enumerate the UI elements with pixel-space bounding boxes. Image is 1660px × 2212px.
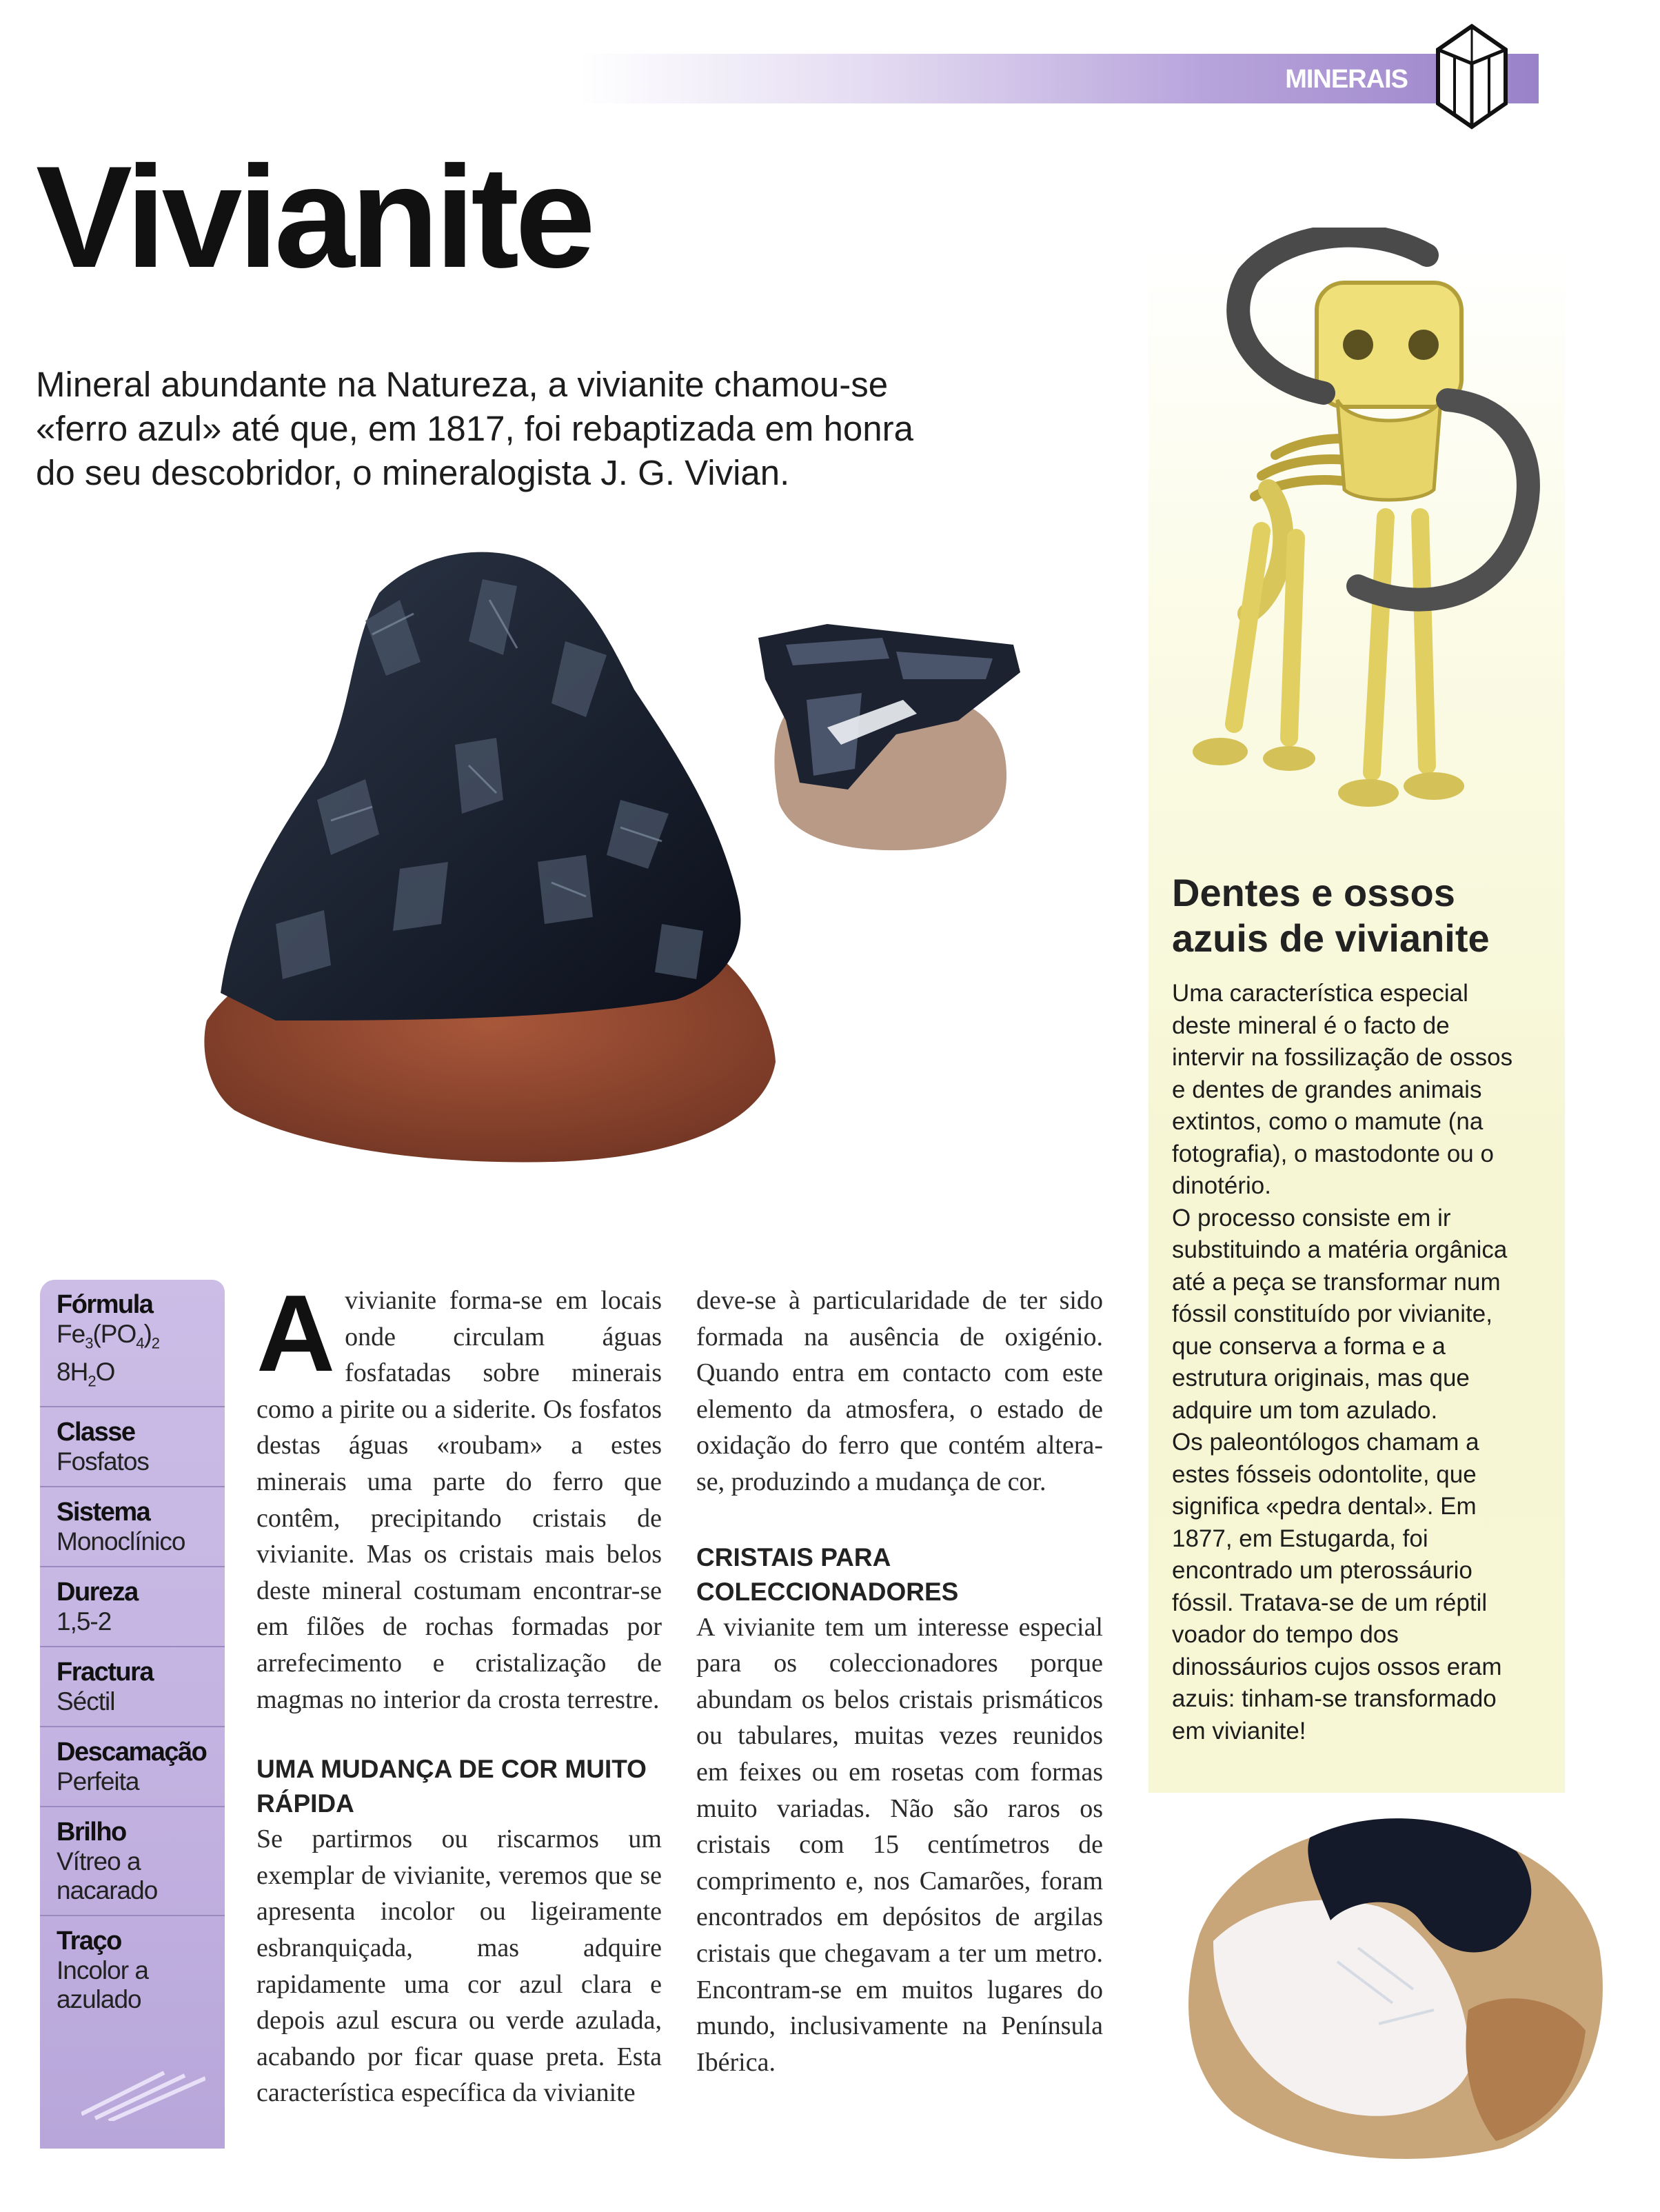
property-name: Traço [57,1926,121,1955]
section-label: MINERAIS [1285,65,1408,94]
article-paragraph-4: A vivianite tem um interesse especial para os coleccionadores porque abundam os belos cristais prismáticos ou tabulares, muitas vezes reunidos em feixes ou em rosetas com formas muito variadas. Não são raros os cristais com 15 centímetros de comprimento e, nos Camarões, foram encontrados em depósitos de argilas cristais que chegavam a ter um metro. Encontram-se em muitos lugares do mundo, inclusivamente na Península Ibérica. [696,1612,1103,2077]
feature-box-paragraph-2: O processo consiste em ir substituindo a matéria orgânica até a peça se transformar num fóssil constituído por vivianite, que conserva a forma e a estrutura originais, mas que adquire um tom azulado. [1172,1204,1508,1424]
property-sistema [40,1487,225,1567]
drop-cap: A [256,1273,336,1394]
property-descamacao [40,1727,225,1807]
feature-box-paragraph-3: Os paleontólogos chamam a estes fósseis odontolite, que significa «pedra dental». Em 1877, em Estugarda, foi encontrado um pterossáurio fóssil. Tratava-se de um réptil voador do tempo dos dinossáurios cujos ossos eram azuis: tinham-se transformado em vivianite! [1172,1429,1502,1745]
property-name: Dureza [57,1577,138,1607]
property-name: Classe [57,1417,135,1447]
property-fractura [40,1647,225,1727]
property-brilho [40,1807,225,1916]
article-paragraph-2: Se partirmos ou riscarmos um exemplar de vivianite, veremos que se apresenta incolor ou ligeiramente esbranquiçada, mas adquire rapidamente uma cor azul clara e depois azul escura ou verde azulada, acabando por ficar quase preta. Esta característica específica da vivianite [256,1824,662,2108]
property-dureza [40,1567,225,1647]
feature-box-title-emphasis: azuis [1172,916,1269,960]
property-traco [40,1916,225,2024]
property-value: Vítreo a nacarado [57,1847,158,1904]
feature-box-body [1172,978,1524,1747]
crystal-icon [1428,22,1515,132]
vivianite-in-rock-image [1172,1782,1613,2169]
feature-box-paragraph-1: Uma característica especial deste mineral é o facto de intervir na fossilização de ossos e dentes de grandes animais extintos, como o mamute (na fotografia), o mastodonte ou o dinotério. [1172,980,1513,1199]
property-value: 1,5-2 [57,1607,112,1636]
property-name: Brilho [57,1817,126,1847]
property-formula [40,1280,225,1407]
feature-box-title-line1: Dentes e ossos [1172,871,1455,914]
property-classe [40,1407,225,1487]
property-name: Fórmula [57,1290,153,1319]
mammoth-skeleton-image [1131,228,1558,848]
vivianite-specimen-image [193,538,786,1172]
article-paragraph-3: deve-se à particularidade de ter sido formada na ausência de oxigénio. Quando entra em contacto com este elemento da atmosfera, o estado de oxidação do ferro que contém altera-se, produzindo a mudança de cor. [696,1286,1103,1496]
section-header-bar [579,54,1539,103]
property-value-formula: $Fe_3(PO_4)_2$ $8H_2O$ [57,1320,160,1390]
property-value: Séctil [57,1687,115,1716]
property-name: Sistema [57,1497,150,1527]
article-subhead-1: UMA MUDANÇA DE COR MUITO RÁPIDA [256,1755,647,1818]
properties-sidebar [40,1280,225,2149]
feature-box-title-rest: de vivianite [1268,916,1490,960]
property-value: Fosfatos [57,1447,149,1476]
article-column-1 [256,1273,662,2111]
property-name: Fractura [57,1657,154,1687]
article-column-2 [696,1283,1103,2080]
property-value: Incolor a azulado [57,1955,148,2013]
property-value: Monoclínico [57,1527,185,1556]
page-title: Vivianite [36,136,591,298]
vivianite-small-specimen-image [745,617,1027,855]
article-subhead-2: CRISTAIS PARA COLECCIONADORES [696,1542,959,1606]
intro-paragraph: Mineral abundante na Natureza, a vivianite chamou-se «ferro azul» até que, em 1817, foi rebaptizada em honra do seu descobridor, o mineralogista J. G. Vivian. [36,365,913,492]
property-name: Descamação [57,1737,207,1767]
feature-box-title [1172,870,1544,961]
decorative-stripes-icon [81,2066,205,2121]
article-paragraph-1: vivianite forma-se em locais onde circulam águas fosfatadas sobre minerais como a pirite ou a siderite. Os fosfatos destas águas «roubam» a estes minerais uma parte do ferro que contêm, precipitando cristais de vivianite. Mas os cristais mais belos deste mineral costumam encontrar-se em filões de rochas formadas por arrefecimento e cristalização de magmas no interior da crosta terrestre. [256,1286,662,1714]
property-value: Perfeita [57,1767,139,1796]
